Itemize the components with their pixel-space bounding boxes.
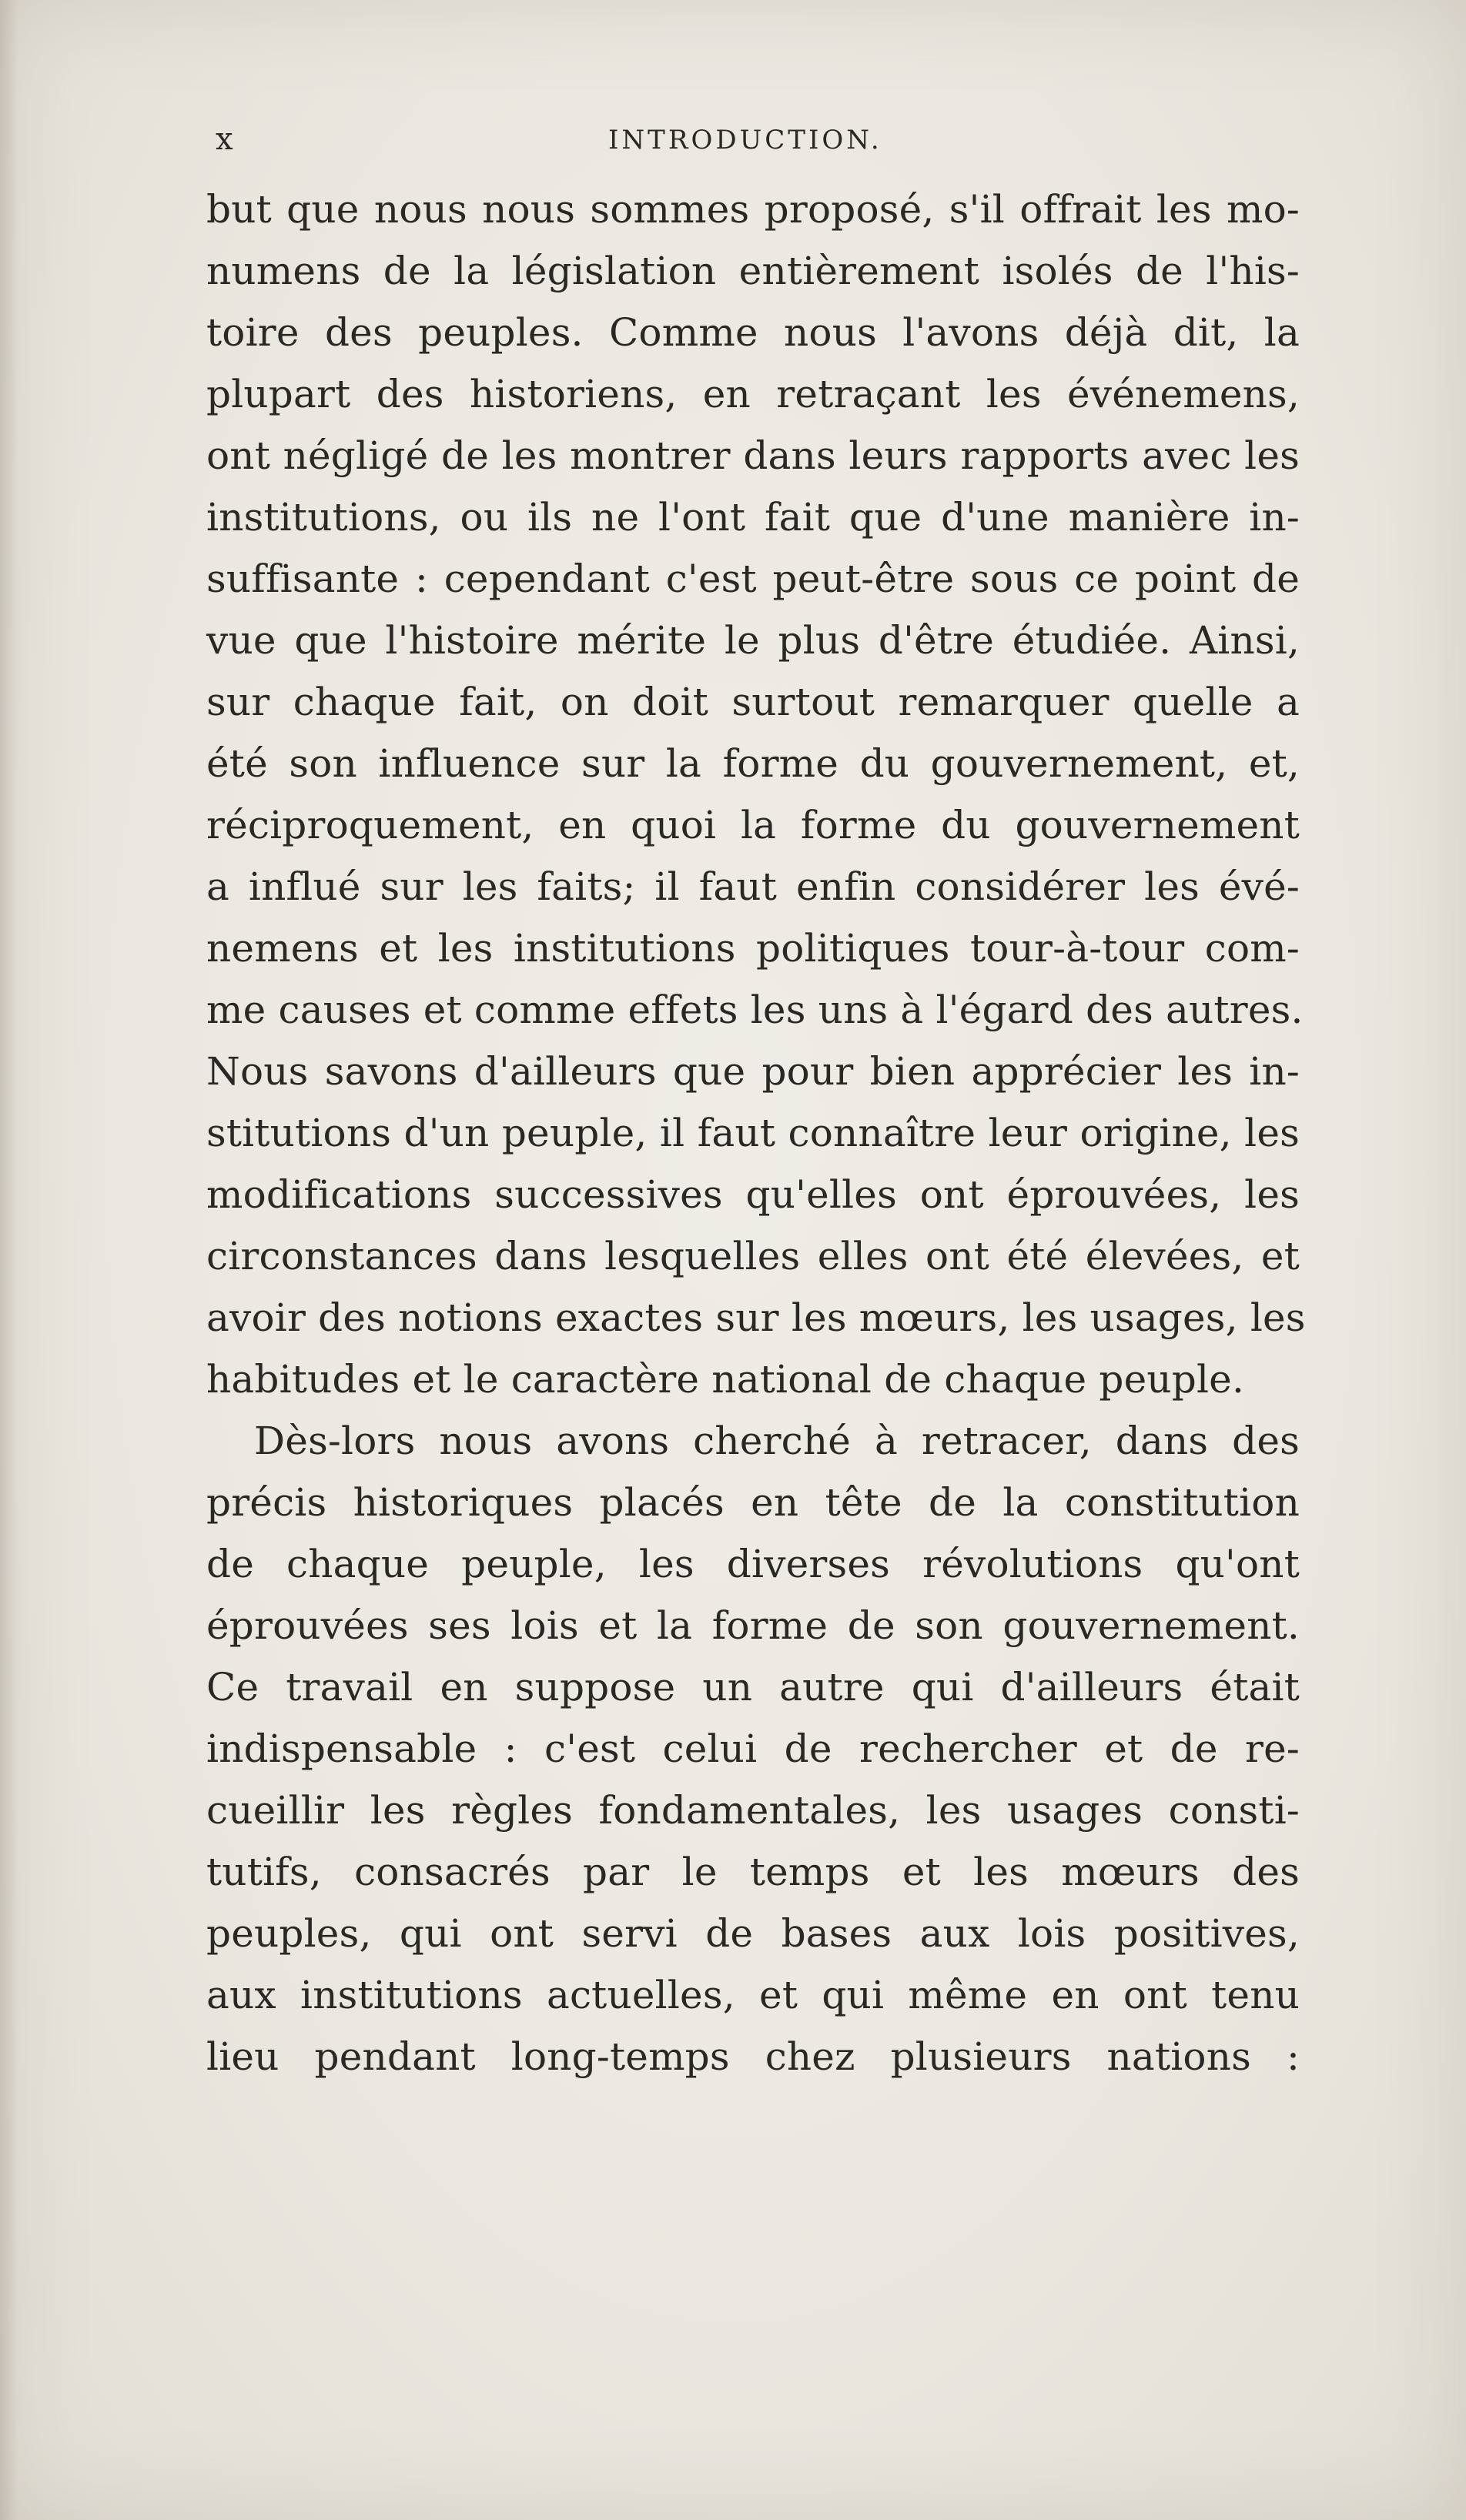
body-text (206, 179, 1306, 2087)
text-line: stitutions d'un peuple, il faut connaître leur origine, les (206, 1111, 1300, 1155)
text-line: Dès-lors nous avons cherché à retracer, dans des (254, 1419, 1300, 1463)
text-line: but que nous nous sommes proposé, s'il offrait les mo- (206, 187, 1300, 232)
text-line: aux institutions actuelles, et qui même en ont tenu (206, 1973, 1300, 2017)
running-head: INTRODUCTION. (608, 125, 882, 155)
text-line: a influé sur les faits; il faut enfin considérer les évé- (206, 864, 1300, 909)
text-line: réciproquement, en quoi la forme du gouvernement (206, 803, 1300, 847)
text-line: toire des peuples. Comme nous l'avons déjà dit, la (206, 310, 1300, 355)
page-header (208, 122, 1301, 168)
text-line: habitudes et le caractère national de chaque peuple. (206, 1357, 1245, 1402)
text-line: de chaque peuple, les diverses révolutions qu'ont (206, 1542, 1300, 1586)
text-line: institutions, ou ils ne l'ont fait que d'une manière in- (206, 495, 1300, 540)
page-number: x (216, 122, 234, 157)
text-line: été son influence sur la forme du gouvernement, et, (206, 741, 1300, 786)
text-line: numens de la législation entièrement isolés de l'his- (206, 249, 1300, 293)
text-line: circonstances dans lesquelles elles ont été élevées, et (206, 1234, 1300, 1278)
text-line: précis historiques placés en tête de la constitution (206, 1480, 1300, 1525)
text-line: Ce travail en suppose un autre qui d'ailleurs était (206, 1665, 1300, 1710)
text-line: sur chaque fait, on doit surtout remarquer quelle a (206, 680, 1300, 724)
text-line: Nous savons d'ailleurs que pour bien apprécier les in- (206, 1049, 1300, 1094)
text-line: modifications successives qu'elles ont éprouvées, les (206, 1172, 1300, 1217)
text-line: nemens et les institutions politiques tour-à-tour com- (206, 926, 1300, 971)
text-line: suffisante : cependant c'est peut-être sous ce point de (206, 556, 1300, 601)
text-line: avoir des notions exactes sur les mœurs, les usages, les (206, 1295, 1306, 1340)
text-line: me causes et comme effets les uns à l'égard des autres. (206, 988, 1304, 1032)
text-line: lieu pendant long-temps chez plusieurs nations : (206, 2034, 1300, 2079)
text-line: peuples, qui ont servi de bases aux lois positives, (206, 1911, 1300, 1956)
text-line: tutifs, consacrés par le temps et les mœurs des (206, 1850, 1300, 1894)
text-line: plupart des historiens, en retraçant les événemens, (206, 372, 1300, 416)
text-line: vue que l'histoire mérite le plus d'être étudiée. Ainsi, (206, 618, 1300, 663)
text-line: indispensable : c'est celui de rechercher et de re- (206, 1726, 1300, 1771)
text-line: ont négligé de les montrer dans leurs rapports avec les (206, 433, 1300, 478)
text-line: cueillir les règles fondamentales, les usages consti- (206, 1788, 1300, 1833)
text-line: éprouvées ses lois et la forme de son gouvernement. (206, 1603, 1300, 1648)
page-fold-shade (0, 0, 18, 2520)
